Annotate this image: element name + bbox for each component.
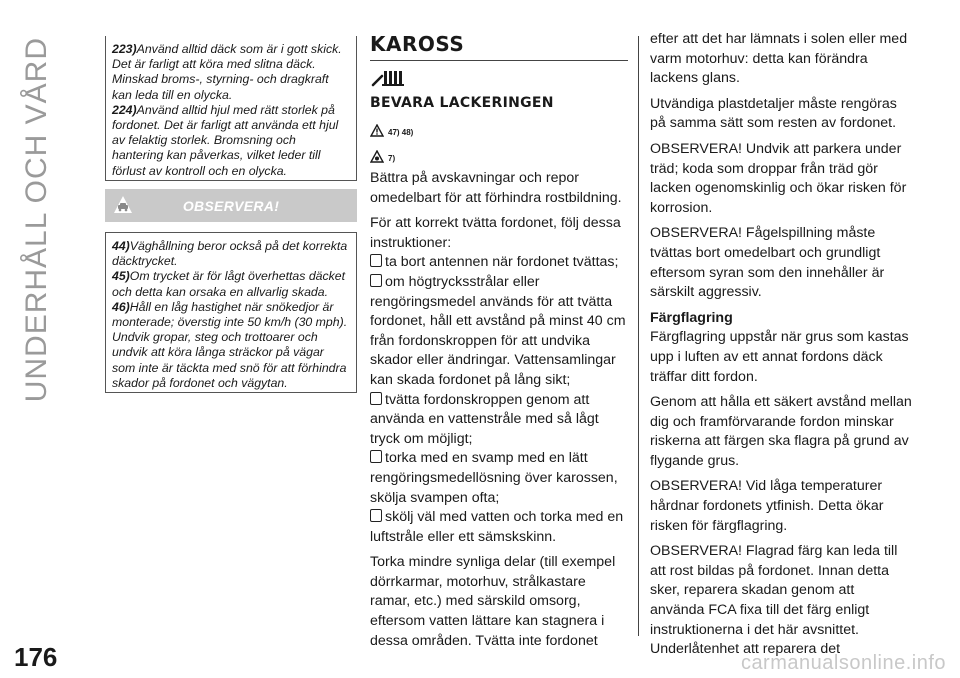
- note-223: 223)Använd alltid däck som är i gott skick. Det är farligt att köra med slitna däck. Minskad broms-, styrning- och dragkraft kan leda till en olycka.: [112, 42, 342, 102]
- page-number: 176: [14, 642, 58, 672]
- paragraph: För att korrekt tvätta fordonet, följ dessa instruktioner:: [370, 215, 621, 251]
- section-title-text: UNDERHÅLL OCH VÅRD: [20, 37, 53, 403]
- bullet-icon: [370, 274, 382, 287]
- note-46: 46)Håll en låg hastighet när snökedjor är monterade; överstig inte 50 km/h (30 mph). Undvik gropar, steg och trottoarer och undvik att köra långa sträckor på vägar som inte är täckta med snö för att förhindra skador på fordonet och vägytan.: [112, 299, 348, 390]
- paragraph: OBSERVERA! Flagrad färg kan leda till att rost bildas på fordonet. Innan detta sker, reparera skadan genom att använda FCA fixa till det färg enligt instruktionerna i det här avsnittet. Underlåtenhet att reparera det: [650, 543, 898, 658]
- bullet-icon: [370, 392, 382, 405]
- paragraph: Genom att hålla ett säkert avstånd mellan dig och framförvarande fordon minskar riskerna att färgen ska flagra på grund av flygande grus.: [650, 394, 912, 469]
- observera-header: [105, 189, 357, 222]
- right-column: [650, 30, 912, 666]
- tool-icon: [370, 67, 628, 89]
- paragraph: OBSERVERA! Vid låga temperaturer hårdnar fordonets ytfinish. Detta ökar risken för färgflagring.: [650, 478, 884, 534]
- left-column: [105, 36, 357, 393]
- note-44: 44)Väghållning beror också på det korrekta däcktrycket.: [112, 239, 348, 269]
- environment-ref: 7): [388, 154, 396, 163]
- paragraph: Färgflagring uppstår när grus som kastas upp i luften av ett annat fordons däck träffar ditt fordon.: [650, 329, 909, 385]
- bullet-icon: [370, 254, 382, 267]
- environment-icon: [370, 150, 384, 163]
- subsection-heading: BEVARA LACKERINGEN: [370, 95, 554, 111]
- section-side-title: [8, 30, 66, 410]
- list-item: om högtrycksstrålar eller rengöringsmedel används för att tvätta fordonet, håll ett avstånd på minst 40 cm från fordonskroppen för att undvika skador eller ändringar. Vattensamlingar kan skada fordonet på lång sikt;: [370, 273, 626, 388]
- paragraph: Bättra på avskavningar och repor omedelbart för att förhindra rostbildning.: [370, 170, 622, 206]
- list-item: tvätta fordonskroppen genom att använda en vattenstråle med så lågt tryck om möjligt;: [370, 391, 599, 447]
- observera-notes-box: [105, 232, 357, 393]
- reference-row-2: [370, 143, 628, 163]
- paragraph: Utvändiga plastdetaljer måste rengöras på samma sätt som resten av fordonet.: [650, 95, 897, 132]
- paragraph: OBSERVERA! Fågelspillning måste tvättas bort omedelbart och grundligt eftersom syran som den innehåller är särskilt aggressiv.: [650, 225, 885, 301]
- paragraph: Torka mindre synliga delar (till exempel dörrkarmar, motorhuv, strålkastare ramar, etc.) med särskild omsorg, eftersom vatten lättare kan stagnera i dessa områden. Tvätta inte fordonet: [370, 554, 616, 649]
- note-224: 224)Använd alltid hjul med rätt storlek på fordonet. Det är farligt att använda ett hjul av felaktig storlek. Bromsning och hantering kan påverkas, vilket leder till förlust av kontroll och en olycka.: [112, 102, 339, 178]
- note-45: 45)Om trycket är för lågt överhettas däcket och detta kan orsaka en allvarlig skada.: [112, 269, 346, 299]
- subheading-color-flaking: Färgflagring: [650, 309, 733, 326]
- column-divider: [638, 36, 639, 636]
- bullet-icon: [370, 450, 382, 463]
- observera-title: OBSERVERA!: [182, 197, 280, 214]
- warning-refs: 47) 48): [388, 128, 414, 137]
- warning-notes-box: [105, 36, 357, 181]
- warning-triangle-icon: [370, 124, 384, 137]
- middle-column: [370, 26, 628, 657]
- paragraph: OBSERVERA! Undvik att parkera under träd; koda som droppar från träd gör lacken ogenomskinlig och ökar risken för korrosion.: [650, 140, 907, 216]
- list-item: ta bort antennen när fordonet tvättas;: [370, 253, 628, 273]
- watermark: carmanualsonline.info: [740, 652, 946, 674]
- list-item: skölj väl med vatten och torka med en luftstråle eller ett sämskskinn.: [370, 509, 624, 545]
- reference-row-1: [370, 117, 628, 137]
- bullet-icon: [370, 509, 382, 522]
- paragraph: efter att det har lämnats i solen eller med varm motorhuv: detta kan förändra lackens glans.: [650, 31, 908, 87]
- section-heading: KAROSS: [370, 32, 628, 61]
- list-item: torka med en svamp med en lätt rengöringsmedellösning över karossen, skölja svampen ofta;: [370, 450, 618, 506]
- middle-body: [370, 169, 628, 651]
- car-warning-icon: [113, 195, 133, 215]
